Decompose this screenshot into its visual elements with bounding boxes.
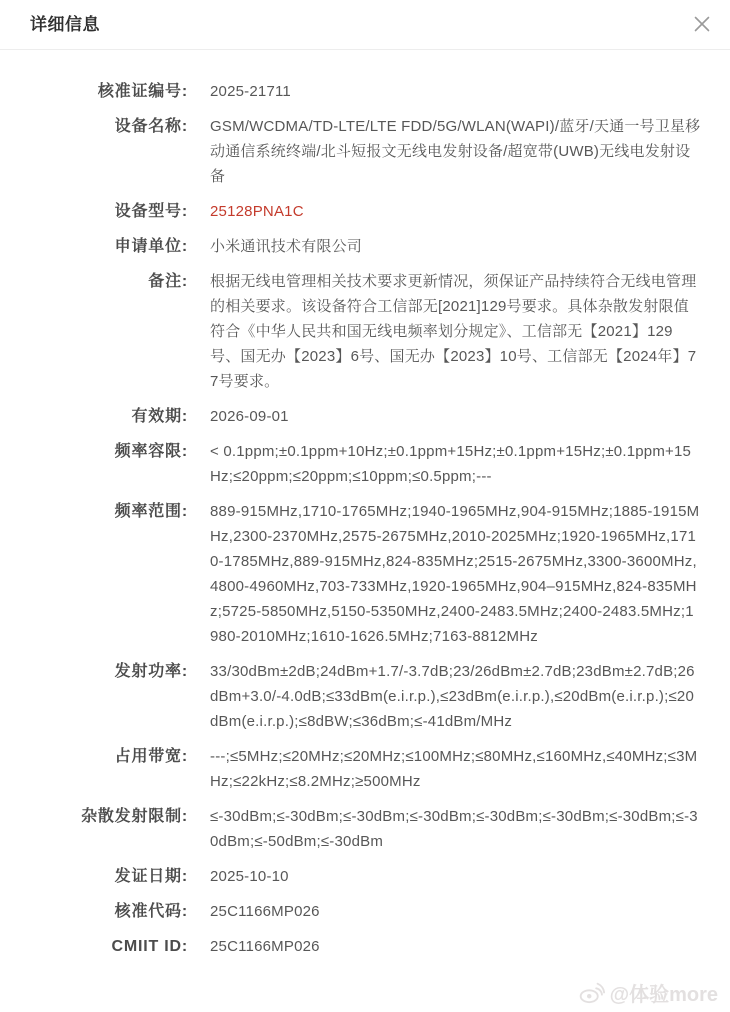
- dialog-title: 详细信息: [30, 15, 100, 34]
- field-value-issue-date: 2025-10-10: [210, 868, 289, 885]
- field-value-device-model: 25128PNA1C: [210, 203, 304, 220]
- field-value-device-name: GSM/WCDMA/TD-LTE/LTE FDD/5G/WLAN(WAPI)/蓝牙/天通一号卫星移动通信系统终端/北斗短报文无线电发射设备/超宽带(UWB)无线电发射设备: [210, 118, 701, 185]
- field-label-spurious-emission-limit: 杂散发射限制:: [81, 808, 188, 825]
- field-label-issue-date: 发证日期:: [114, 868, 188, 885]
- field-row-device-name: [30, 114, 702, 189]
- field-value-approval-cert-number: 2025-21711: [210, 83, 291, 100]
- watermark-text: @体验more: [609, 984, 718, 1006]
- field-value-frequency-tolerance: < 0.1ppm;±0.1ppm+10Hz;±0.1ppm+15Hz;±0.1ppm+15Hz;±0.1ppm+15Hz;≤20ppm;≤20ppm;≤10ppm;≤0.5ppm;---: [210, 443, 692, 485]
- field-label-frequency-tolerance: 频率容限:: [114, 443, 188, 460]
- close-button[interactable]: [688, 10, 716, 38]
- field-label-frequency-range: 频率范围:: [114, 503, 188, 520]
- field-row-issue-date: [30, 864, 702, 889]
- field-row-device-model: [30, 199, 702, 224]
- field-label-approval-code: 核准代码:: [114, 903, 188, 920]
- field-value-remarks: 根据无线电管理相关技术要求更新情况，须保证产品持续符合无线电管理的相关要求。该设备符合工信部无[2021]129号要求。具体杂散发射限值符合《中华人民共和国无线电频率划分规定》、工信部无【2021】129号、国无办【2023】6号、国无办【2023】10号、工信部无【2024年】77号要求。: [210, 273, 697, 390]
- field-label-validity-date: 有效期:: [131, 408, 188, 425]
- field-row-approval-code: [30, 899, 702, 924]
- field-row-transmit-power: [30, 659, 702, 734]
- field-row-validity-date: [30, 404, 702, 429]
- close-icon: [694, 16, 710, 32]
- field-row-cmiit-id: [30, 934, 702, 959]
- weibo-icon: [579, 981, 605, 1004]
- field-row-frequency-tolerance: [30, 439, 702, 489]
- field-row-remarks: [30, 269, 702, 394]
- field-label-transmit-power: 发射功率:: [114, 663, 188, 680]
- field-value-cmiit-id: 25C1166MP026: [210, 938, 320, 955]
- field-row-frequency-range: [30, 499, 702, 649]
- field-row-approval-cert-number: [30, 79, 702, 104]
- field-label-cmiit-id: CMIIT ID:: [111, 938, 188, 955]
- field-row-occupied-bandwidth: [30, 744, 702, 794]
- field-value-applicant: 小米通讯技术有限公司: [210, 238, 363, 255]
- field-label-remarks: 备注:: [148, 273, 188, 290]
- field-label-occupied-bandwidth: 占用带宽:: [114, 748, 188, 765]
- dialog-body: [0, 50, 730, 959]
- field-row-spurious-emission-limit: [30, 804, 702, 854]
- field-value-approval-code: 25C1166MP026: [210, 903, 320, 920]
- watermark: [579, 978, 718, 1007]
- field-label-device-model: 设备型号:: [114, 203, 188, 220]
- field-label-approval-cert-number: 核准证编号:: [97, 83, 188, 100]
- field-value-transmit-power: 33/30dBm±2dB;24dBm+1.7/-3.7dB;23/26dBm±2.7dB;23dBm±2.7dB;26dBm+3.0/-4.0dB;≤33dBm(e.i.r.p.),≤23dBm(e.i.r.p.),≤20dBm(e.i.r.p.);≤20dBm(e.i.r.p.);≤8dBW;≤36dBm;≤-41dBm/MHz: [210, 663, 695, 730]
- field-label-device-name: 设备名称:: [114, 118, 188, 135]
- field-value-occupied-bandwidth: ---;≤5MHz;≤20MHz;≤20MHz;≤100MHz;≤80MHz,≤160MHz,≤40MHz;≤3MHz;≤22kHz;≤8.2MHz;≥500MHz: [210, 748, 698, 790]
- field-list: [30, 79, 702, 959]
- field-row-applicant: [30, 234, 702, 259]
- field-value-validity-date: 2026-09-01: [210, 408, 289, 425]
- field-value-frequency-range: 889-915MHz,1710-1765MHz;1940-1965MHz,904-915MHz;1885-1915MHz,2300-2370MHz,2575-2675MHz,2010-2025MHz;1920-1965MHz,1710-1785MHz,889-915MHz,824-835MHz;2515-2675MHz,3300-3600MHz,4800-4960MHz,703-733MHz,1920-1965MHz,904–915MHz,824-835MHz;5725-5850MHz,5150-5350MHz,2400-2483.5MHz;2400-2483.5MHz;1980-2010MHz;1610-1626.5MHz;7163-8812MHz: [210, 503, 700, 645]
- field-label-applicant: 申请单位:: [114, 238, 188, 255]
- dialog-header: [0, 0, 730, 50]
- field-value-spurious-emission-limit: ≤-30dBm;≤-30dBm;≤-30dBm;≤-30dBm;≤-30dBm;≤-30dBm;≤-30dBm;≤-30dBm;≤-50dBm;≤-30dBm: [210, 808, 698, 850]
